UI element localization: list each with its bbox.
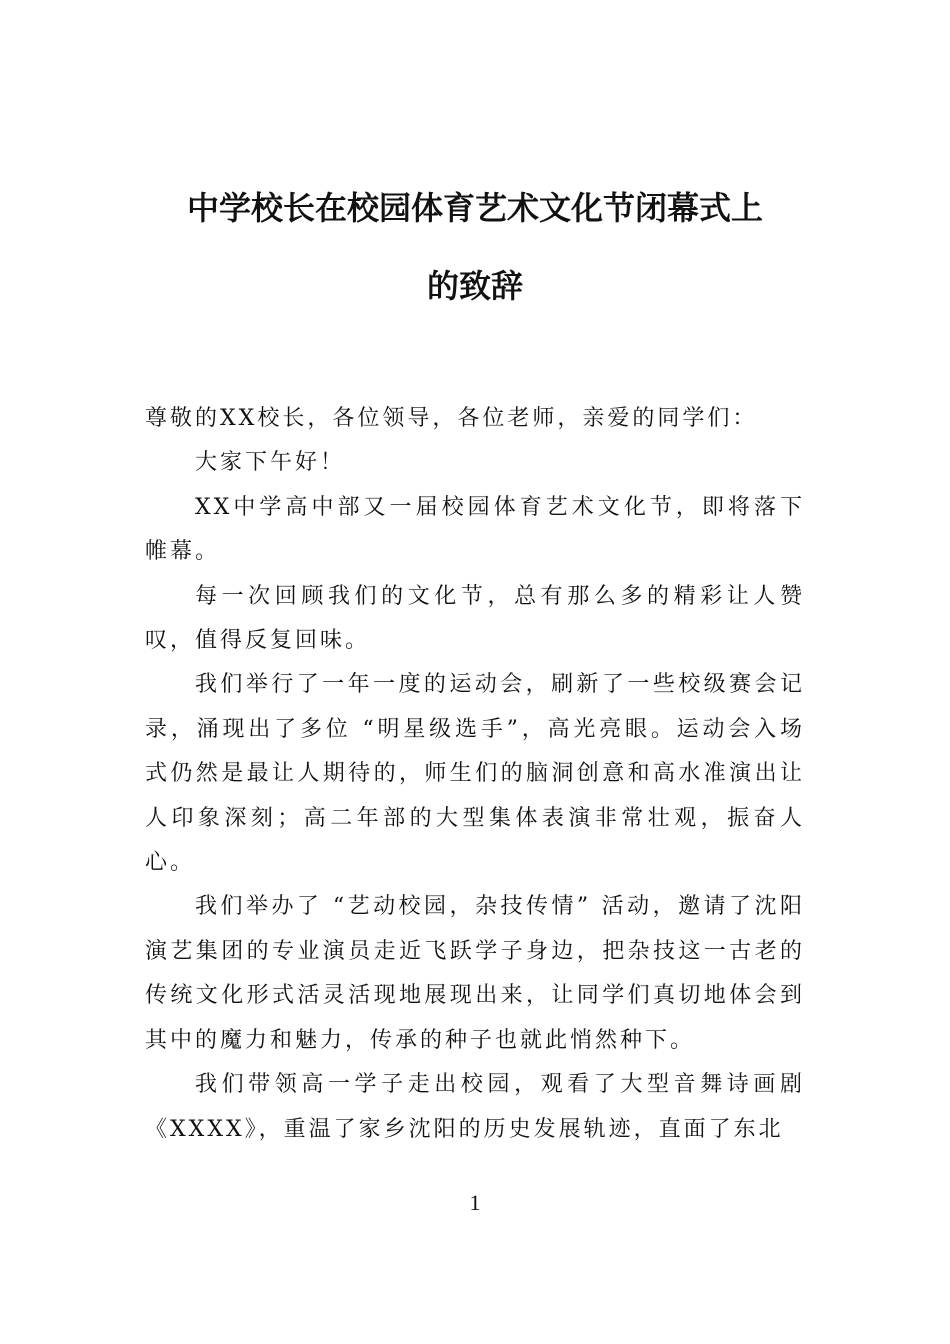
paragraph-intro: XX中学高中部又一届校园体育艺术文化节，即将落下帷幕。: [145, 494, 805, 565]
paragraph-acrobatics: 我们举办了 “艺动校园，杂技传情” 活动，邀请了沈阳演艺集团的专业演员走近飞跃学子身边，把杂技这一古老的传统文化形式活灵活现地展现出来，让同学们真切地体会到其中的魔力和魅力，传承的种子也就此悄然种下。: [145, 894, 805, 1053]
title-line-2: 的致辞: [426, 267, 523, 305]
salutation: 尊敬的XX校长，各位领导，各位老师，亲爱的同学们：: [145, 406, 758, 431]
document-title: [145, 188, 805, 306]
paragraph-sports-meet: 我们举行了一年一度的运动会，刷新了一些校级赛会记录，涌现出了多位 “明星级选手”，高光亮眼。运动会入场式仍然是最让人期待的，师生们的脑洞创意和高水准演出让人印象深刻；高二年部的大型集体表演非常壮观，振奋人心。: [145, 672, 805, 876]
title-line-1: 中学校长在校园体育艺术文化节闭幕式上: [186, 189, 763, 227]
paragraph-review: 每一次回顾我们的文化节，总有那么多的精彩让人赞叹，值得反复回味。: [145, 583, 805, 654]
paragraph-theater: 我们带领高一学子走出校园，观看了大型音舞诗画剧《XXXX》，重温了家乡沈阳的历史发展轨迹，直面了东北: [145, 1072, 805, 1142]
paragraph-greeting: 大家下午好！: [195, 450, 346, 476]
document-body: [145, 397, 805, 1152]
page-number: 1: [469, 1190, 481, 1215]
